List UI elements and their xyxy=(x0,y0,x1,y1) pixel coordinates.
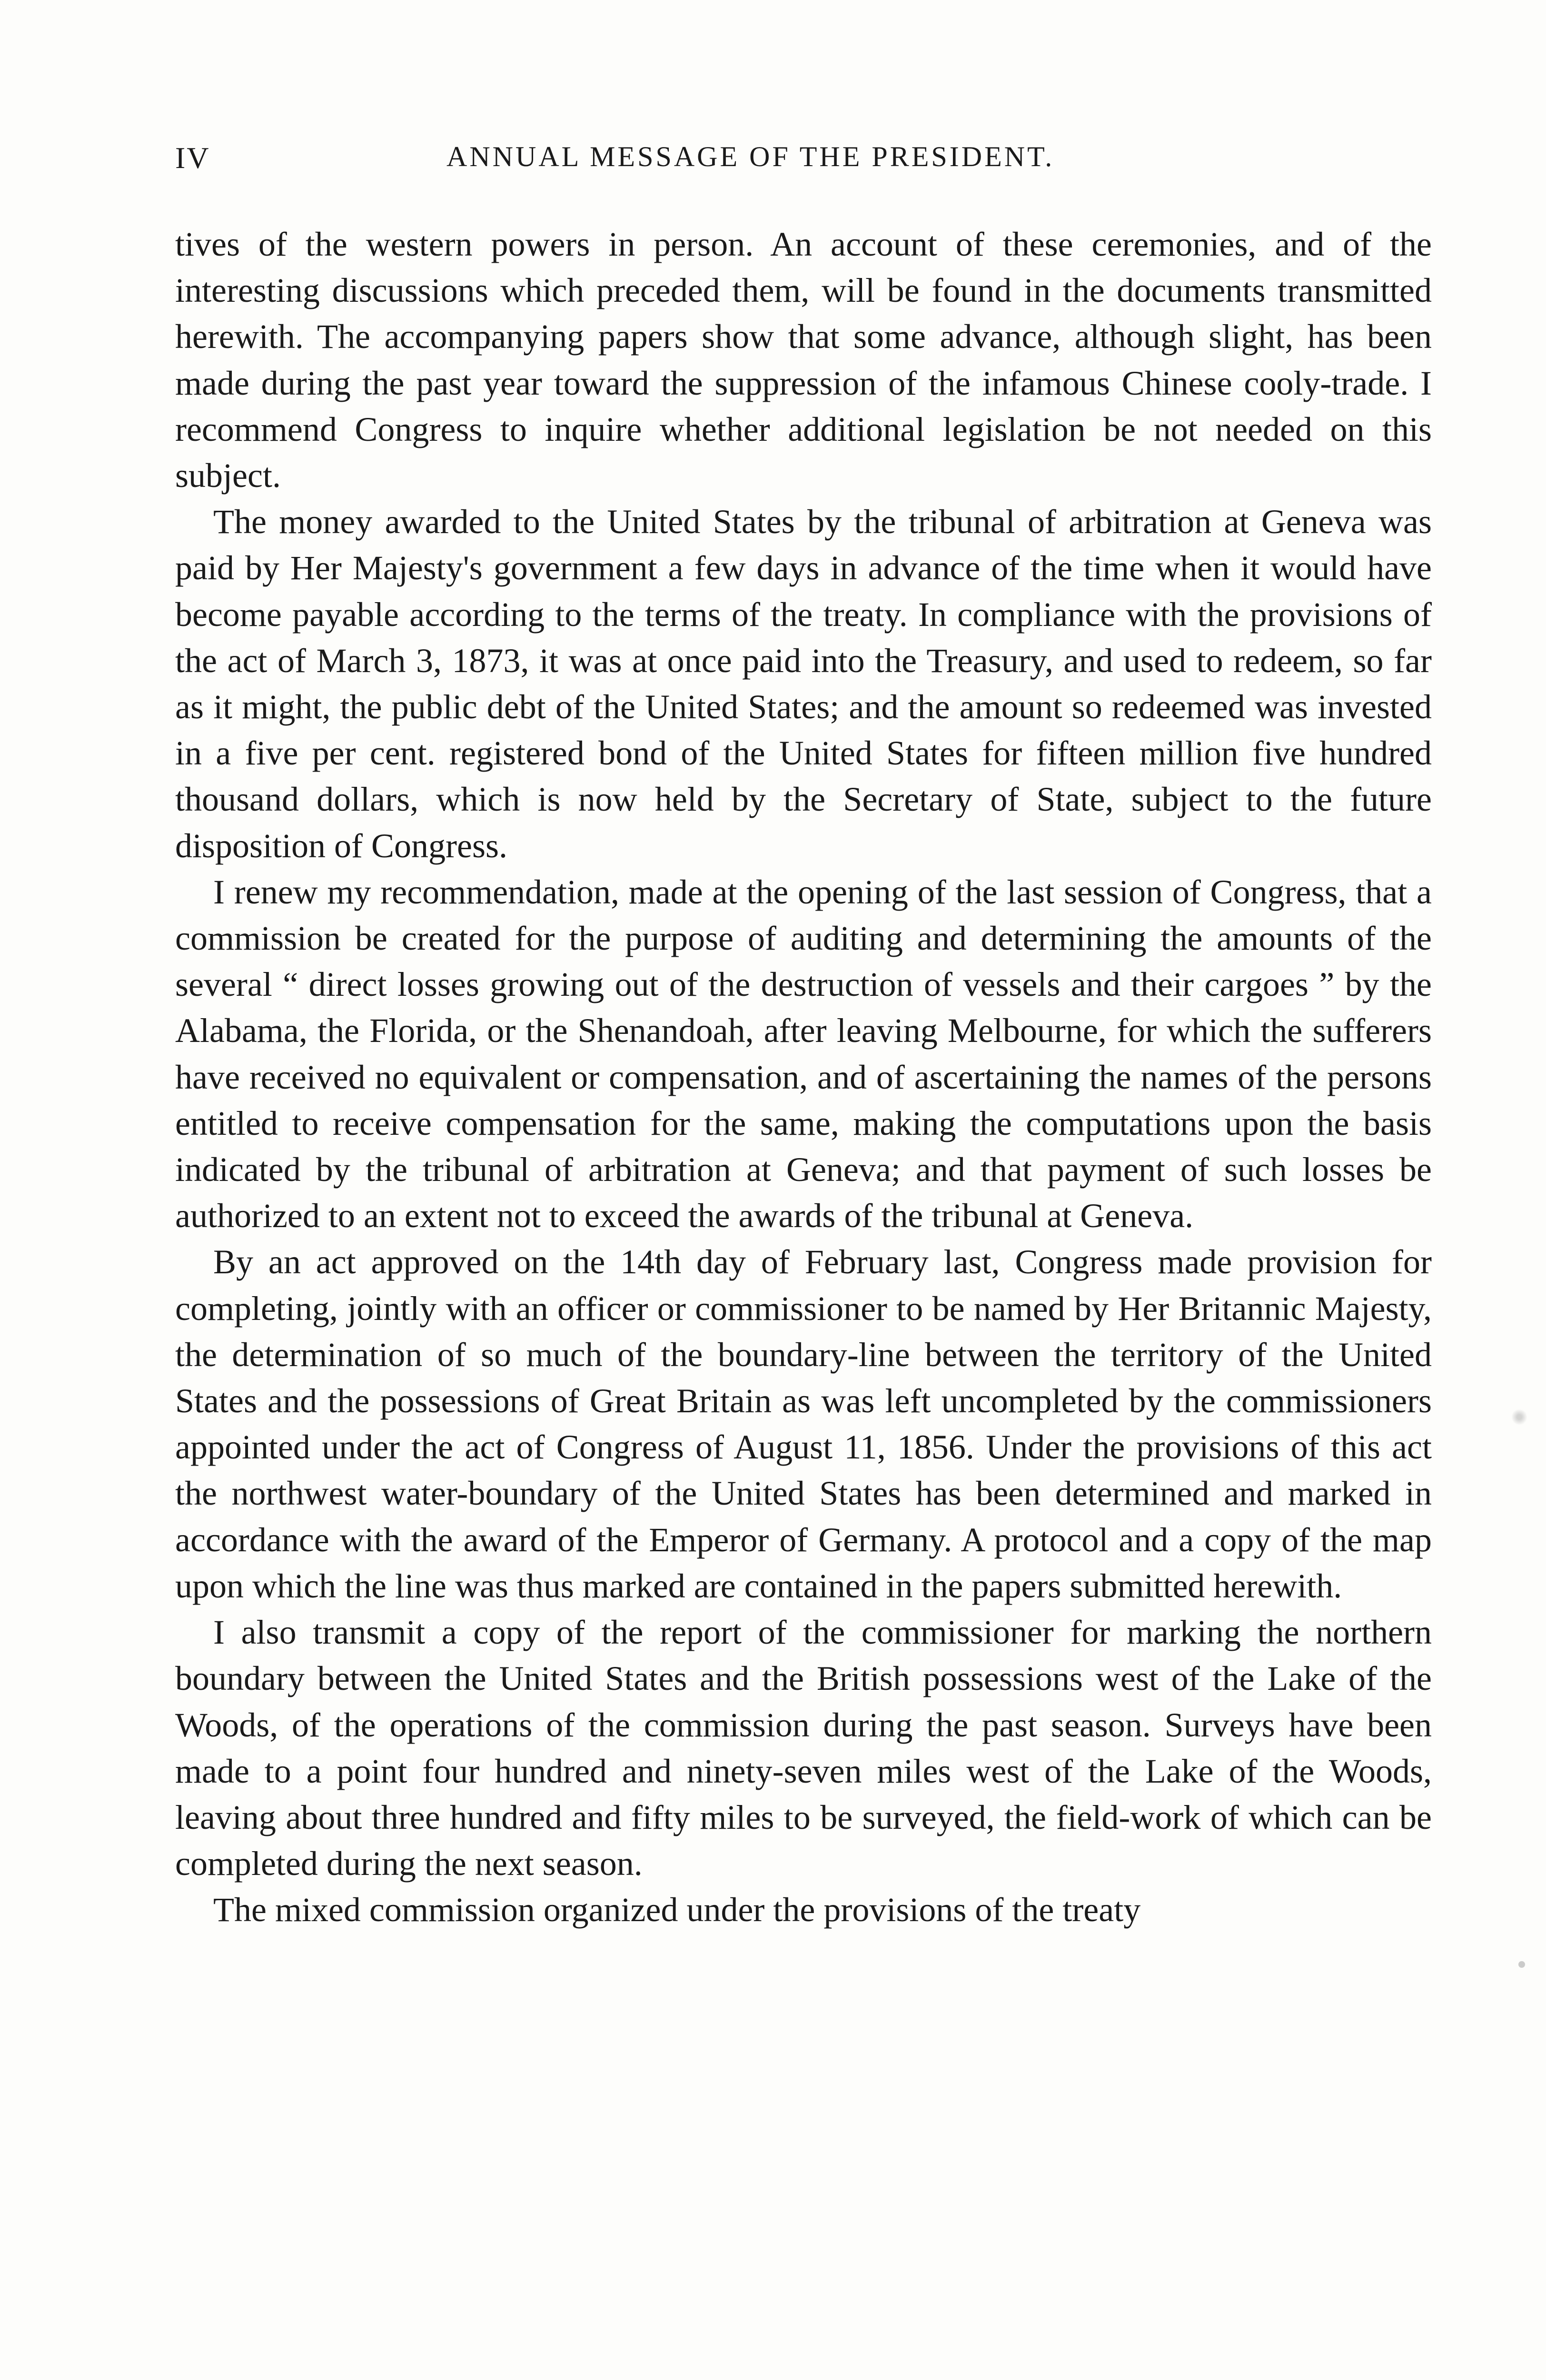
paragraph-geneva-award: The money awarded to the United States by the tribunal of arbitration at Geneva was paid by Her Majesty's government a few days in advance of the time when it would have become payable according to the terms of the treaty. In compliance with the provisions of the act of March 3, 1873, it was at once paid into the Treasury, and used to redeem, so far as it might, the public debt of the United States; and the amount so redeemed was invested in a five per cent. registered bond of the United States for fifteen million five hundred thousand dollars, which is now held by the Secretary of State, subject to the future disposition of Congress. xyxy=(175,503,1432,865)
page-number: IV xyxy=(175,141,210,175)
paper-speck xyxy=(1518,1961,1525,1968)
paper-speck xyxy=(1511,1409,1527,1425)
paragraph-commission-recommendation: I renew my recommendation, made at the opening of the last session of Congress, that a commission be created for the purpose of auditing and determining the amounts of the several “ direct losses growing out of the destruction of vessels and their cargoes ” by the Alabama, the Florida, or the Shenandoah, after leaving Melbourne, for which the sufferers have received no equivalent or compensation, and of ascertaining the names of the persons entitled to receive compensation for the same, making the computations upon the basis indicated by the tribunal of arbitration at Geneva; and that payment of such losses be authorized to an extent not to exceed the awards of the tribunal at Geneva. xyxy=(175,873,1432,1235)
paragraph-mixed-commission: The mixed commission organized under the provisions of the treaty xyxy=(213,1891,1141,1929)
running-head: ANNUAL MESSAGE OF THE PRESIDENT. xyxy=(446,141,1055,172)
paragraph-continued: tives of the western powers in person. An account of these ceremonies, and of the interesting discussions which preceded them, will be found in the documents transmitted herewith. The accompanying papers show that some advance, although slight, has been made during the past year toward the suppression of the infamous Chinese cooly-trade. I recommend Congress to inquire whether additional legislation be not needed on this subject. xyxy=(175,225,1432,495)
paragraph-northern-boundary-report: I also transmit a copy of the report of the commissioner for marking the northern boundary between the United States and the British possessions west of the Lake of the Woods, of the operations of the commission during the past season. Surveys have been made to a point four hundred and ninety-seven miles west of the Lake of the Woods, leaving about three hundred and fifty miles to be surveyed, the field-work of which can be completed during the next season. xyxy=(175,1613,1432,1883)
body-text xyxy=(175,221,1432,1934)
paragraph-boundary-act: By an act approved on the 14th day of February last, Congress made provision for completing, jointly with an officer or commissioner to be named by Her Britannic Majesty, the determination of so much of the boundary-line between the territory of the United States and the possessions of Great Britain as was left uncompleted by the commissioners appointed under the act of Congress of August 11, 1856. Under the provisions of this act the northwest water-boundary of the United States has been determined and marked in accordance with the award of the Emperor of Germany. A protocol and a copy of the map upon which the line was thus marked are contained in the papers submitted herewith. xyxy=(175,1243,1432,1605)
page-header xyxy=(175,140,1432,178)
